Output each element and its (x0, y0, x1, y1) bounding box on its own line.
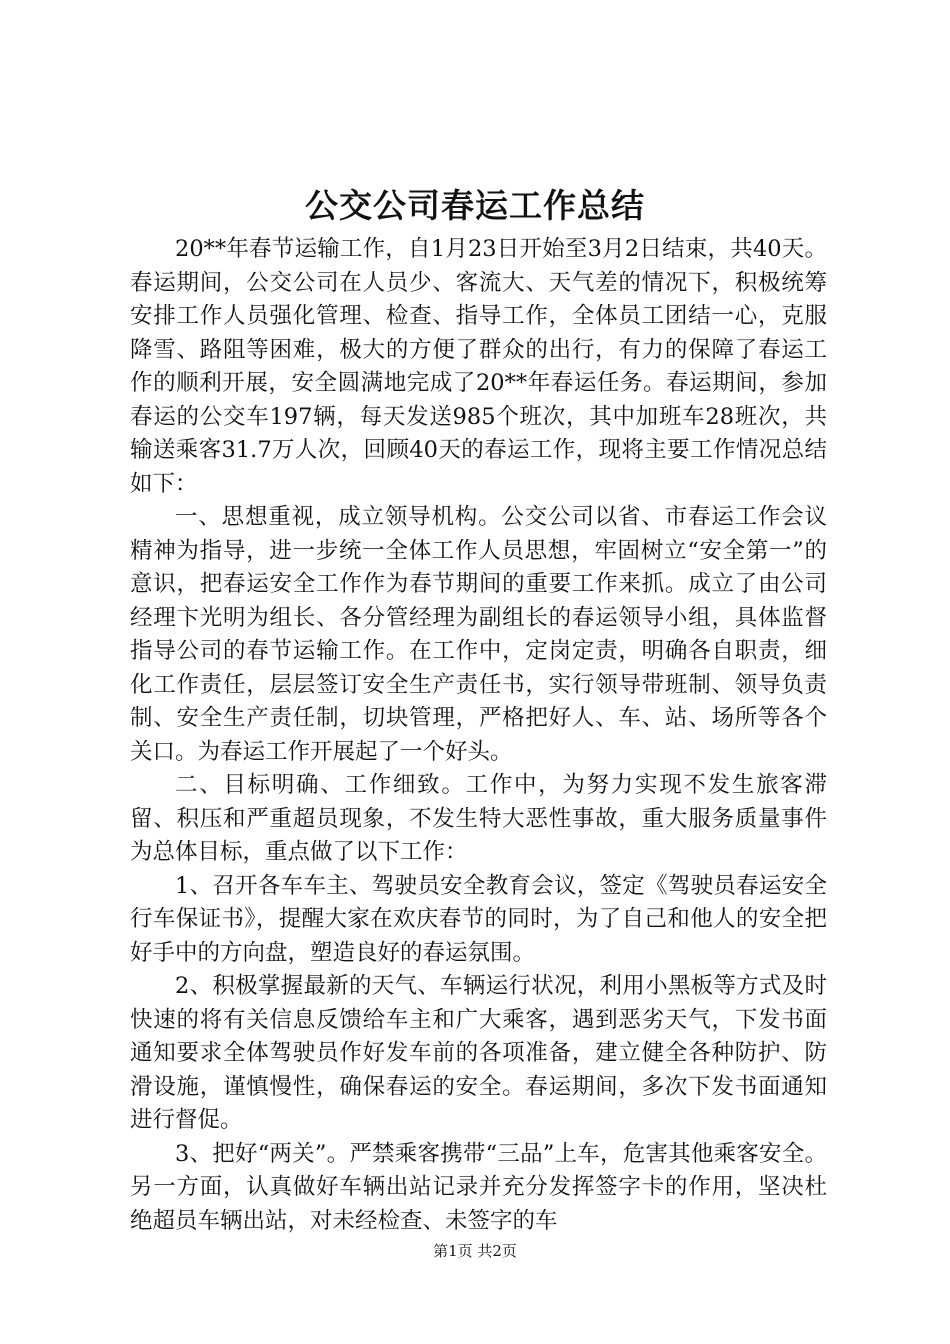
document-title: 公交公司春运工作总结 (305, 186, 645, 225)
paragraph-section-1: 一、思想重视，成立领导机构。公交公司以省、市春运工作会议精神为指导，进一步统一全体工作人员思想，牢固树立“安全第一”的意识，把春运安全工作作为春节期间的重要工作来抓。成立了由公司经理卞光明为组长、各分管经理为副组长的春运领导小组，具体监督指导公司的春节运输工作。在工作中，定岗定责，明确各自职责，细化工作责任，层层签订安全生产责任书，实行领导带班制、领导负责制、安全生产责任制，切块管理，严格把好人、车、站、场所等各个关口。为春运工作开展起了一个好头。 (130, 504, 827, 765)
paragraph-item-2: 2、积极掌握最新的天气、车辆运行状况，利用小黑板等方式及时快速的将有关信息反馈给车主和广大乘客，遇到恶劣天气，下发书面通知要求全体驾驶员作好发车前的各项准备，建立健全各种防护、防滑设施，谨慎慢性，确保春运的安全。春运期间，多次下发书面通知进行督促。 (130, 973, 827, 1133)
document-body (130, 233, 827, 1238)
paragraph-item-1: 1、召开各车车主、驾驶员安全教育会议，签定《驾驶员春运安全行车保证书》，提醒大家在欢庆春节的同时，为了自己和他人的安全把好手中的方向盘，塑造良好的春运氛围。 (130, 872, 827, 966)
paragraph-item-3: 3、把好“两关”。严禁乘客携带“三品”上车，危害其他乘客安全。另一方面，认真做好车辆出站记录并充分发挥签字卡的作用，坚决杜绝超员车辆出站，对未经检查、未签字的车 (130, 1140, 827, 1234)
page-number-footer: 第1页 共2页 (433, 1242, 517, 1260)
paragraph-intro: 20**年春节运输工作，自1月23日开始至3月2日结束，共40天。春运期间，公交公司在人员少、客流大、天气差的情况下，积极统筹安排工作人员强化管理、检查、指导工作，全体员工团结一心，克服降雪、路阻等困难，极大的方便了群众的出行，有力的保障了春运工作的顺利开展，安全圆满地完成了20**年春运任务。春运期间，参加春运的公交车197辆，每天发送985个班次，其中加班车28班次，共输送乘客31.7万人次，回顾40天的春运工作，现将主要工作情况总结如下： (130, 236, 827, 497)
paragraph-section-2: 二、目标明确、工作细致。工作中，为努力实现不发生旅客滞留、积压和严重超员现象，不发生特大恶性事故，重大服务质量事件为总体目标，重点做了以下工作： (130, 772, 827, 865)
